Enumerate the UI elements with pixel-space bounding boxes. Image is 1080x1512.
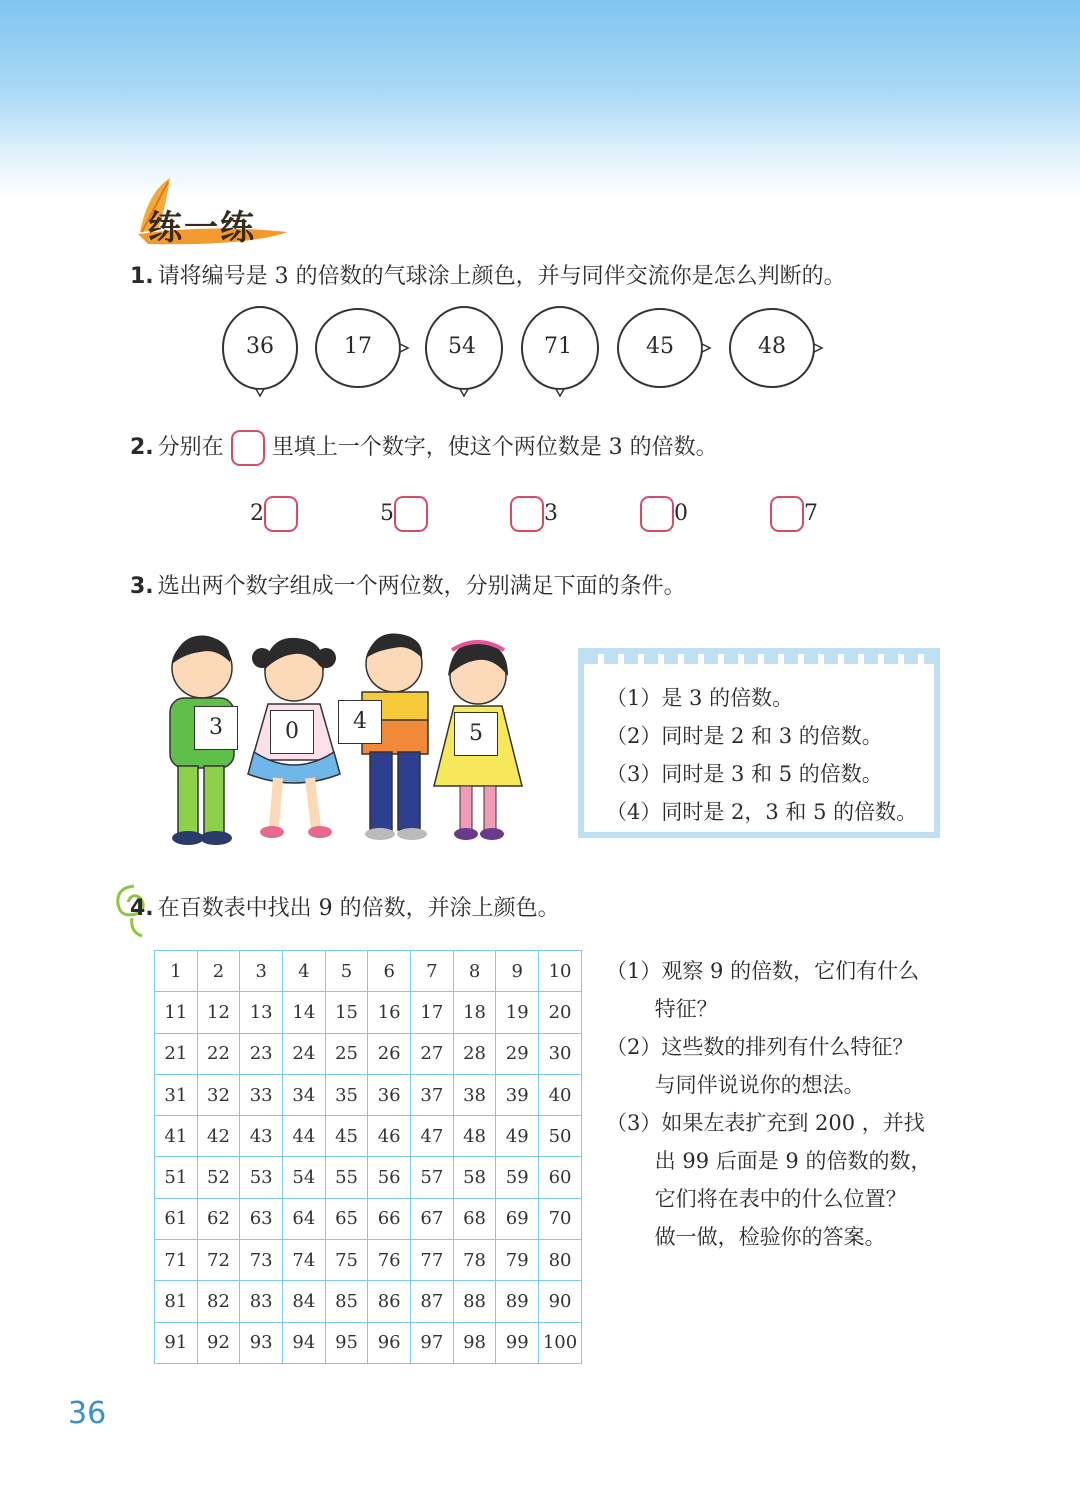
table-cell[interactable]: 94 (283, 1322, 326, 1363)
table-cell[interactable]: 27 (411, 1033, 454, 1074)
table-row (155, 992, 582, 1033)
table-row (155, 1198, 582, 1239)
number-card: 4 (338, 700, 382, 744)
table-cell[interactable]: 83 (240, 1281, 283, 1322)
table-cell[interactable]: 39 (496, 1074, 539, 1115)
table-cell[interactable]: 11 (155, 992, 198, 1033)
table-cell[interactable]: 88 (453, 1281, 496, 1322)
table-cell[interactable]: 12 (197, 992, 240, 1033)
balloon[interactable] (424, 306, 504, 392)
table-cell[interactable]: 61 (155, 1198, 198, 1239)
sky-gradient-header (0, 0, 1080, 200)
question-text: 请将编号是 3 的倍数的气球涂上颜色，并与同伴交流你是怎么判断的。 (157, 264, 846, 289)
digit-blank-item (380, 494, 428, 534)
table-cell[interactable]: 99 (496, 1322, 539, 1363)
digit-suffix: 3 (544, 501, 558, 526)
question-number: 3. (130, 574, 154, 599)
question-number: 2. (130, 435, 154, 460)
question-text-before: 分别在 (157, 435, 224, 460)
table-cell[interactable]: 23 (240, 1033, 283, 1074)
table-cell[interactable]: 97 (411, 1322, 454, 1363)
question-2 (130, 430, 718, 466)
table-cell[interactable]: 91 (155, 1322, 198, 1363)
number-card: 3 (194, 706, 238, 750)
balloon[interactable] (520, 306, 600, 392)
table-cell[interactable]: 21 (155, 1033, 198, 1074)
table-cell[interactable]: 79 (496, 1240, 539, 1281)
table-cell[interactable]: 18 (453, 992, 496, 1033)
balloon-number: 71 (544, 334, 572, 359)
table-cell[interactable]: 70 (539, 1198, 582, 1239)
table-cell[interactable]: 96 (368, 1322, 411, 1363)
digit-input-box[interactable] (640, 496, 674, 532)
side-note-line: （2）这些数的排列有什么特征？ (606, 1035, 914, 1059)
table-cell[interactable]: 92 (197, 1322, 240, 1363)
table-cell[interactable]: 51 (155, 1157, 198, 1198)
digit-blank-item (510, 494, 558, 534)
table-cell[interactable]: 3 (240, 951, 283, 992)
digit-prefix: 2 (250, 501, 264, 526)
table-cell[interactable]: 50 (539, 1116, 582, 1157)
number-card: 5 (454, 712, 498, 756)
table-cell[interactable]: 75 (325, 1240, 368, 1281)
table-cell[interactable]: 43 (240, 1116, 283, 1157)
table-cell[interactable]: 19 (496, 992, 539, 1033)
table-cell[interactable]: 57 (411, 1157, 454, 1198)
table-cell[interactable]: 69 (496, 1198, 539, 1239)
balloon[interactable] (728, 306, 808, 392)
conditions-box (578, 648, 940, 838)
table-cell[interactable]: 58 (453, 1157, 496, 1198)
question-text-after: 里填上一个数字，使这个两位数是 3 的倍数。 (271, 435, 718, 460)
table-cell[interactable]: 33 (240, 1074, 283, 1115)
side-note-line: （1）观察 9 的倍数，它们有什么 (606, 959, 920, 983)
table-cell[interactable]: 13 (240, 992, 283, 1033)
table-cell[interactable]: 52 (197, 1157, 240, 1198)
side-note-line: 与同伴说说你的想法。 (606, 1073, 865, 1097)
table-cell[interactable]: 54 (283, 1157, 326, 1198)
table-row (155, 1157, 582, 1198)
digit-blank-item (770, 494, 818, 534)
table-cell[interactable]: 46 (368, 1116, 411, 1157)
question-number: 4. (130, 896, 154, 921)
digit-prefix: 5 (380, 501, 394, 526)
table-cell[interactable]: 66 (368, 1198, 411, 1239)
table-cell[interactable]: 74 (283, 1240, 326, 1281)
table-cell[interactable]: 7 (411, 951, 454, 992)
table-cell[interactable]: 53 (240, 1157, 283, 1198)
table-cell[interactable]: 28 (453, 1033, 496, 1074)
table-cell[interactable]: 41 (155, 1116, 198, 1157)
children-illustration (150, 628, 530, 858)
table-cell[interactable]: 81 (155, 1281, 198, 1322)
digit-suffix: 0 (674, 501, 688, 526)
table-cell[interactable]: 36 (368, 1074, 411, 1115)
table-cell[interactable]: 44 (283, 1116, 326, 1157)
digit-input-box[interactable] (510, 496, 544, 532)
digit-input-box[interactable] (394, 496, 428, 532)
box-decor-strip (584, 654, 934, 664)
table-cell[interactable]: 6 (368, 951, 411, 992)
table-cell[interactable]: 32 (197, 1074, 240, 1115)
hundred-table (154, 950, 582, 1364)
table-cell[interactable]: 25 (325, 1033, 368, 1074)
table-cell[interactable]: 76 (368, 1240, 411, 1281)
table-cell[interactable]: 34 (283, 1074, 326, 1115)
blank-box-icon (231, 430, 265, 466)
table-cell[interactable]: 80 (539, 1240, 582, 1281)
table-cell[interactable]: 10 (539, 951, 582, 992)
balloon-number: 54 (448, 334, 476, 359)
table-row (155, 951, 582, 992)
question-text: 在百数表中找出 9 的倍数，并涂上颜色。 (157, 896, 560, 921)
table-cell[interactable]: 15 (325, 992, 368, 1033)
balloon-number: 45 (646, 334, 674, 359)
condition-item: （1）是 3 的倍数。 (606, 686, 794, 710)
table-cell[interactable]: 89 (496, 1281, 539, 1322)
table-cell[interactable]: 87 (411, 1281, 454, 1322)
digit-input-box[interactable] (264, 496, 298, 532)
table-cell[interactable]: 14 (283, 992, 326, 1033)
table-cell[interactable]: 62 (197, 1198, 240, 1239)
table-cell[interactable]: 30 (539, 1033, 582, 1074)
balloon-number: 48 (758, 334, 786, 359)
table-cell[interactable]: 29 (496, 1033, 539, 1074)
table-cell[interactable]: 67 (411, 1198, 454, 1239)
table-cell[interactable]: 55 (325, 1157, 368, 1198)
table-cell[interactable]: 95 (325, 1322, 368, 1363)
table-row (155, 1281, 582, 1322)
digit-input-box[interactable] (770, 496, 804, 532)
balloon[interactable] (616, 306, 696, 392)
side-note-line: （3）如果左表扩充到 200 ，并找 (606, 1111, 925, 1135)
table-cell[interactable]: 48 (453, 1116, 496, 1157)
table-cell[interactable]: 78 (453, 1240, 496, 1281)
table-cell[interactable]: 77 (411, 1240, 454, 1281)
digit-suffix: 7 (804, 501, 818, 526)
table-cell[interactable]: 31 (155, 1074, 198, 1115)
table-cell[interactable]: 47 (411, 1116, 454, 1157)
table-cell[interactable]: 56 (368, 1157, 411, 1198)
table-cell[interactable]: 16 (368, 992, 411, 1033)
table-cell[interactable]: 17 (411, 992, 454, 1033)
table-cell[interactable]: 59 (496, 1157, 539, 1198)
table-cell[interactable]: 68 (453, 1198, 496, 1239)
question-3 (130, 572, 686, 602)
condition-item: （3）同时是 3 和 5 的倍数。 (606, 762, 883, 786)
number-card: 0 (270, 710, 314, 754)
table-cell[interactable]: 63 (240, 1198, 283, 1239)
table-cell[interactable]: 93 (240, 1322, 283, 1363)
digit-blank-item (250, 494, 298, 534)
table-cell[interactable]: 82 (197, 1281, 240, 1322)
table-row (155, 1116, 582, 1157)
table-cell[interactable]: 49 (496, 1116, 539, 1157)
table-row (155, 1240, 582, 1281)
table-cell[interactable]: 37 (411, 1074, 454, 1115)
table-cell[interactable]: 4 (283, 951, 326, 992)
table-cell[interactable]: 35 (325, 1074, 368, 1115)
table-cell[interactable]: 64 (283, 1198, 326, 1239)
table-cell[interactable]: 100 (539, 1322, 582, 1363)
balloon[interactable] (222, 306, 302, 392)
side-note-line: 它们将在表中的什么位置？ (606, 1187, 907, 1211)
table-row (155, 1033, 582, 1074)
table-cell[interactable]: 42 (197, 1116, 240, 1157)
table-cell[interactable]: 24 (283, 1033, 326, 1074)
side-note-line: 特征？ (606, 997, 718, 1021)
table-cell[interactable]: 38 (453, 1074, 496, 1115)
table-cell[interactable]: 73 (240, 1240, 283, 1281)
table-row (155, 1322, 582, 1363)
table-cell[interactable]: 45 (325, 1116, 368, 1157)
table-cell[interactable]: 86 (368, 1281, 411, 1322)
question-1 (130, 262, 846, 292)
table-cell[interactable]: 40 (539, 1074, 582, 1115)
digit-blank-item (640, 494, 688, 534)
section-title-badge (128, 172, 298, 252)
table-cell[interactable]: 5 (325, 951, 368, 992)
balloon-number: 17 (344, 334, 372, 359)
page-number: 36 (68, 1396, 107, 1431)
balloon-number: 36 (246, 334, 274, 359)
table-cell[interactable]: 84 (283, 1281, 326, 1322)
question-text: 选出两个数字组成一个两位数，分别满足下面的条件。 (157, 574, 686, 599)
table-cell[interactable]: 2 (197, 951, 240, 992)
table-cell[interactable]: 65 (325, 1198, 368, 1239)
condition-item: （2）同时是 2 和 3 的倍数。 (606, 724, 883, 748)
side-note-line: 出 99 后面是 9 的倍数的数， (606, 1149, 932, 1173)
table-cell[interactable]: 20 (539, 992, 582, 1033)
table-cell[interactable]: 26 (368, 1033, 411, 1074)
table-row (155, 1074, 582, 1115)
side-note-line: 做一做，检验你的答案。 (606, 1225, 886, 1249)
table-cell[interactable]: 72 (197, 1240, 240, 1281)
table-cell[interactable]: 60 (539, 1157, 582, 1198)
table-cell[interactable]: 85 (325, 1281, 368, 1322)
table-cell[interactable]: 98 (453, 1322, 496, 1363)
table-cell[interactable]: 9 (496, 951, 539, 992)
condition-item: （4）同时是 2，3 和 5 的倍数。 (606, 800, 918, 824)
table-cell[interactable]: 8 (453, 951, 496, 992)
table-cell[interactable]: 71 (155, 1240, 198, 1281)
balloon[interactable] (314, 306, 394, 392)
table-cell[interactable]: 90 (539, 1281, 582, 1322)
question-number: 1. (130, 264, 154, 289)
question-4 (130, 894, 560, 924)
table-cell[interactable]: 22 (197, 1033, 240, 1074)
page-title: 练一练 (148, 208, 256, 248)
table-cell[interactable]: 1 (155, 951, 198, 992)
